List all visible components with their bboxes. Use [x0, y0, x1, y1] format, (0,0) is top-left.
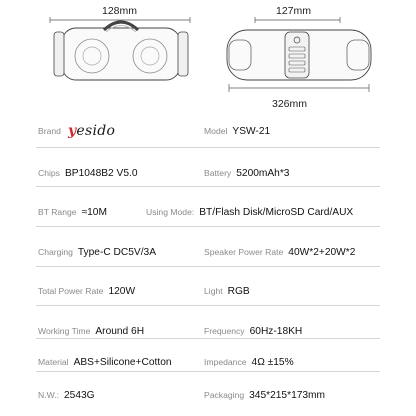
- spec-value: Around 6H: [95, 325, 145, 337]
- spec-value: BP1048B2 V5.0: [64, 167, 138, 179]
- spec-value: ABS+Silicone+Cotton: [73, 356, 172, 368]
- spec-row: [0, 197, 416, 227]
- spec-cell: [38, 116, 115, 146]
- row-divider: [36, 147, 380, 148]
- spec-label: Total Power Rate: [38, 286, 104, 296]
- spec-label: Working Time: [38, 326, 91, 336]
- spec-cell: [146, 197, 353, 227]
- spec-cell: [38, 237, 156, 267]
- speaker-front-view: [40, 16, 200, 86]
- spec-value: ≈10M: [81, 206, 107, 218]
- spec-label: Speaker Power Rate: [204, 247, 284, 257]
- spec-row: [0, 347, 416, 377]
- spec-value: RGB: [227, 285, 250, 297]
- spec-label: BT Range: [38, 207, 77, 217]
- row-divider: [36, 266, 380, 267]
- spec-cell: [38, 347, 172, 377]
- row-divider: [36, 305, 380, 306]
- spec-label: Using Mode:: [146, 207, 195, 217]
- brand-logo: yesido: [67, 123, 116, 139]
- spec-value: Type-C DC5V/3A: [77, 246, 157, 258]
- spec-row: [0, 116, 416, 146]
- spec-value: 345*215*173mm: [249, 389, 326, 401]
- spec-value: 2543G: [64, 389, 95, 401]
- spec-value: 120W: [108, 285, 136, 297]
- spec-cell: [38, 380, 95, 410]
- spec-label: Light: [204, 286, 223, 296]
- spec-value: 60Hz-18KH: [249, 325, 303, 337]
- spec-label: Brand: [38, 126, 61, 136]
- spec-label: Model: [204, 126, 228, 136]
- spec-value: 5200mAh*3: [236, 167, 290, 179]
- spec-value: 40W*2+20W*2: [288, 246, 356, 258]
- spec-cell: [38, 276, 135, 306]
- spec-cell: [204, 276, 250, 306]
- spec-cell: [38, 158, 138, 188]
- spec-cell: [204, 347, 294, 377]
- length-label: 326mm: [272, 98, 308, 110]
- spec-label: Chips: [38, 168, 60, 178]
- spec-value: 4Ω ±15%: [251, 356, 294, 368]
- spec-label: Impedance: [204, 357, 247, 367]
- spec-cell: [38, 197, 107, 227]
- row-divider: [36, 371, 380, 372]
- spec-cell: [38, 316, 144, 346]
- spec-label: Frequency: [204, 326, 245, 336]
- spec-row: [0, 380, 416, 410]
- row-divider: [36, 226, 380, 227]
- front-width-label: 128mm: [102, 5, 138, 17]
- spec-label: N.W.:: [38, 390, 60, 400]
- spec-label: Battery: [204, 168, 232, 178]
- spec-row: [0, 276, 416, 306]
- spec-row: [0, 158, 416, 188]
- spec-row: [0, 316, 416, 346]
- speaker-side-view: [215, 16, 385, 100]
- spec-row: [0, 237, 416, 267]
- side-width-label: 127mm: [276, 5, 312, 17]
- spec-value: YSW-21: [232, 125, 271, 137]
- spec-label: Packaging: [204, 390, 245, 400]
- spec-label: Charging: [38, 247, 73, 257]
- spec-cell: [204, 158, 289, 188]
- spec-cell: [204, 116, 270, 146]
- row-divider: [36, 338, 380, 339]
- row-divider: [36, 186, 380, 187]
- spec-label: Material: [38, 357, 69, 367]
- spec-cell: [204, 316, 302, 346]
- spec-cell: [204, 380, 325, 410]
- spec-cell: [204, 237, 355, 267]
- spec-value: BT/Flash Disk/MicroSD Card/AUX: [199, 206, 354, 218]
